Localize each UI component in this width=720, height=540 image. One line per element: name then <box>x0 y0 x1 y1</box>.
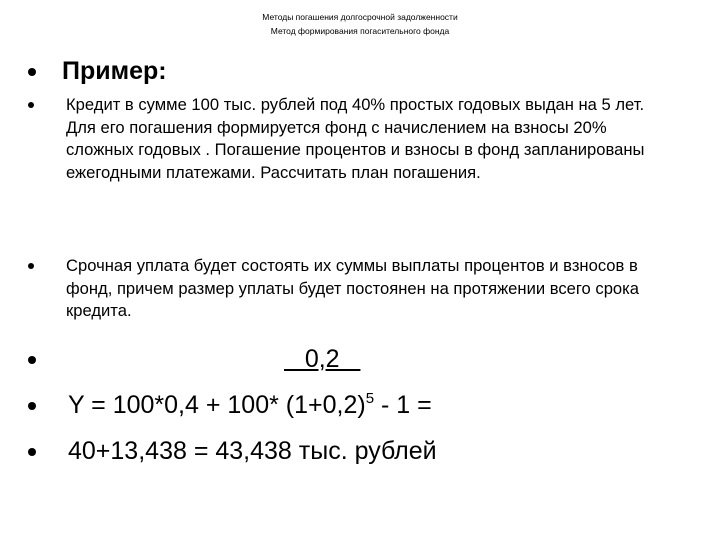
payment-description <box>28 255 668 323</box>
slide-header <box>0 10 720 38</box>
problem-statement <box>28 94 668 184</box>
bullet-icon <box>28 68 36 76</box>
payment-text: Срочная уплата будет состоять их суммы выплаты процентов и взносов в фонд, причем размер уплаты будет постоянен на протяжении всего срока кредита. <box>66 256 640 320</box>
bullet-icon <box>28 448 36 456</box>
problem-text: Кредит в сумме 100 тыс. рублей под 40% простых годовых выдан на 5 лет. Для его погашения формируется фонд с начислением на взносы 20% сложных годовых . Погашение процентов и взносы в фонд запланированы ежегодными платежами. Рассчитать план погашения. <box>66 95 645 182</box>
formula-exponent: 5 <box>365 390 375 407</box>
result-line <box>28 436 437 466</box>
header-line-1: Методы погашения долгосрочной задолженности <box>262 12 458 22</box>
bullet-icon <box>28 102 34 108</box>
result-text: 40+13,438 = 43,438 тыс. рублей <box>68 437 437 465</box>
formula-expression <box>68 390 432 420</box>
formula-base: Y = 100*0,4 + 100* (1+0,2) <box>68 391 366 419</box>
bullet-icon <box>28 263 34 269</box>
bullet-icon <box>28 356 36 364</box>
header-line-2: Метод формирования погасительного фонда <box>270 26 450 36</box>
slide-title: Пример: <box>62 57 167 85</box>
formula-numerator-line <box>28 344 360 374</box>
title-bullet <box>28 56 167 86</box>
formula-numerator: 0,2 <box>284 345 361 373</box>
formula-line <box>28 390 432 420</box>
bullet-icon <box>28 402 36 410</box>
formula-tail: - 1 = <box>374 391 432 419</box>
